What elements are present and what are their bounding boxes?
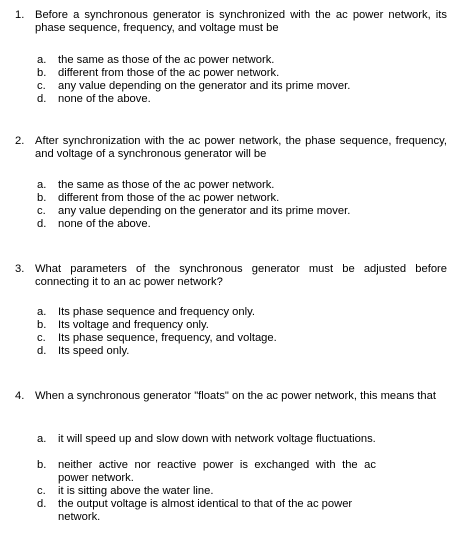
option-1c	[0, 80, 452, 93]
question-number: 3.	[15, 263, 25, 275]
option-letter: d.	[37, 498, 47, 510]
option-4d	[0, 498, 452, 524]
options-2	[0, 179, 452, 231]
option-text: Its voltage and frequency only.	[58, 319, 209, 331]
option-text: Its phase sequence and frequency only.	[58, 306, 255, 318]
options-3	[0, 306, 452, 358]
option-letter: d.	[37, 93, 47, 105]
question-number: 1.	[15, 9, 25, 21]
option-text: Its speed only.	[58, 345, 130, 357]
option-letter: c.	[37, 332, 46, 344]
option-text: Its phase sequence, frequency, and voltage.	[58, 332, 277, 344]
option-1a	[0, 54, 452, 67]
option-text: it will speed up and slow down with network voltage fluctuations.	[58, 433, 376, 445]
option-2d	[0, 218, 452, 231]
option-4b	[0, 459, 452, 485]
options-1	[0, 54, 452, 106]
option-text: none of the above.	[58, 93, 151, 105]
option-3b	[0, 319, 452, 332]
option-text: the same as those of the ac power network.	[58, 179, 275, 191]
option-4a	[0, 433, 452, 459]
option-text: neither active nor reactive power is exchanged with the ac power network.	[58, 459, 376, 484]
option-letter: a.	[37, 179, 47, 191]
option-text: different from those of the ac power network.	[58, 67, 280, 79]
option-1b	[0, 67, 452, 80]
option-letter: a.	[37, 433, 47, 445]
option-letter: b.	[37, 319, 47, 331]
option-3a	[0, 306, 452, 319]
option-3c	[0, 332, 452, 345]
option-letter: c.	[37, 80, 46, 92]
option-text: any value depending on the generator and its prime mover.	[58, 80, 351, 92]
option-letter: b.	[37, 459, 47, 471]
question-text: What parameters of the synchronous generator must be adjusted before connecting it to an ac power network?	[35, 263, 447, 288]
question-text: When a synchronous generator "floats" on the ac power network, this means that	[35, 390, 436, 402]
option-letter: d.	[37, 345, 47, 357]
option-letter: c.	[37, 205, 46, 217]
options-4	[0, 433, 452, 524]
question-number: 4.	[15, 390, 25, 402]
option-letter: c.	[37, 485, 46, 497]
option-text: it is sitting above the water line.	[58, 485, 214, 497]
option-letter: b.	[37, 67, 47, 79]
option-text: the output voltage is almost identical to that of the ac power network.	[58, 498, 353, 523]
option-3d	[0, 345, 452, 358]
option-text: none of the above.	[58, 218, 151, 230]
option-2c	[0, 205, 452, 218]
option-4c	[0, 485, 452, 498]
option-letter: d.	[37, 218, 47, 230]
question-text: Before a synchronous generator is synchronized with the ac power network, its phase sequence, frequency, and voltage must be	[35, 9, 447, 34]
option-text: the same as those of the ac power network.	[58, 54, 275, 66]
option-letter: a.	[37, 54, 47, 66]
option-letter: a.	[37, 306, 47, 318]
option-2a	[0, 179, 452, 192]
option-text: different from those of the ac power network.	[58, 192, 280, 204]
option-2b	[0, 192, 452, 205]
option-1d	[0, 93, 452, 106]
question-number: 2.	[15, 135, 25, 147]
option-text: any value depending on the generator and its prime mover.	[58, 205, 351, 217]
option-letter: b.	[37, 192, 47, 204]
question-text: After synchronization with the ac power network, the phase sequence, frequency, and voltage of a synchronous generator will be	[35, 135, 447, 160]
